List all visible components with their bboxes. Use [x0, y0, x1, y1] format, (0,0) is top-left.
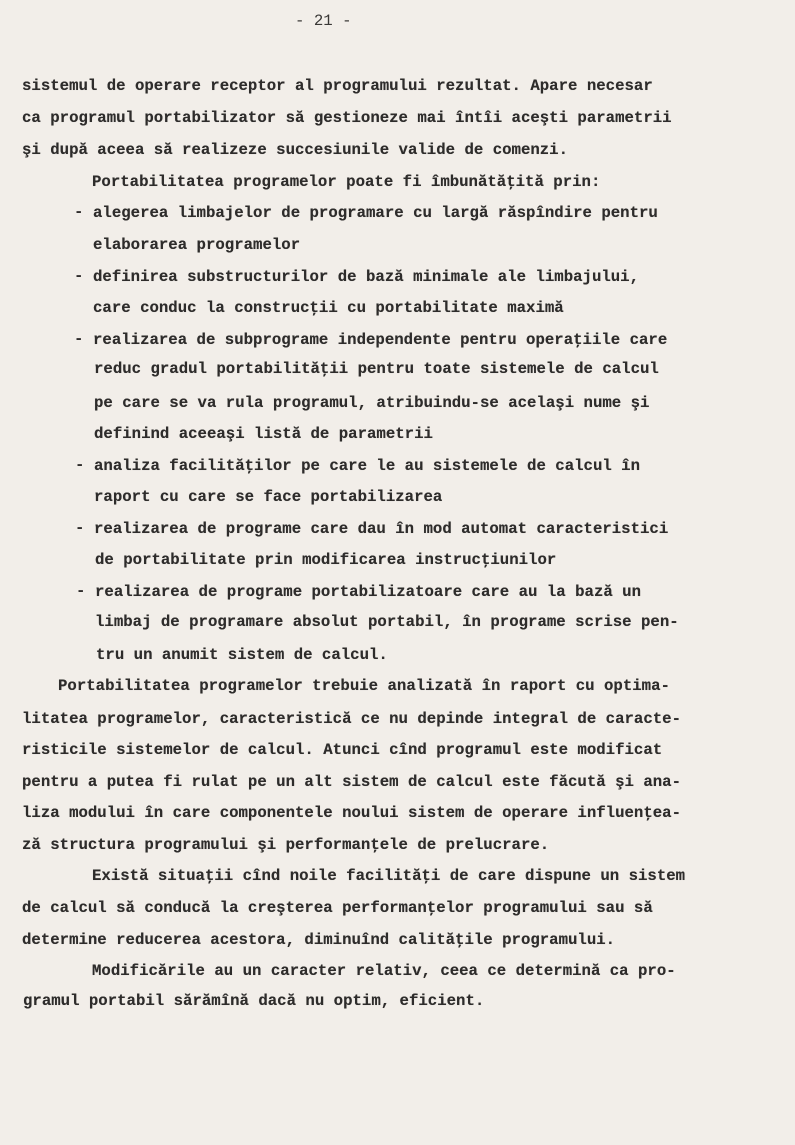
text-line: litatea programelor, caracteristică ce nu depinde integral de caracte- [22, 710, 681, 728]
text-line: raport cu care se face portabilizarea [94, 488, 443, 506]
bullet-dash: - [76, 582, 86, 600]
text-line: Există situaţii cînd noile facilităţi de care dispune un sistem [92, 867, 686, 885]
text-line: elaborarea programelor [93, 236, 301, 254]
text-line: Modificările au un caracter relativ, ceea ce determină ca pro- [92, 962, 676, 980]
text-line: determine reducerea acestora, diminuînd calităţile programului. [22, 931, 616, 949]
text-line: gramul portabil sărămînă dacă nu optim, eficient. [23, 992, 485, 1010]
page-number: - 21 - [295, 12, 352, 30]
text-line: risticile sistemelor de calcul. Atunci cînd programul este modificat [22, 741, 663, 759]
text-line: reduc gradul portabilităţii pentru toate sistemele de calcul [94, 360, 659, 378]
text-line: ca programul portabilizator să gestioneze mai întîi aceşti parametrii [22, 109, 672, 127]
text-line: Portabilitatea programelor poate fi îmbunătăţită prin: [92, 173, 601, 191]
text-line: de calcul să conducă la creşterea performanţelor programului sau să [22, 899, 653, 917]
bullet-item-line: definirea substructurilor de bază minimale ale limbajului, [93, 268, 640, 286]
bullet-item-line: analiza facilităţilor pe care le au sistemele de calcul în [94, 457, 641, 475]
text-line: definind aceeaşi listă de parametrii [94, 425, 433, 443]
text-line: liza modului în care componentele noului sistem de operare influenţea- [22, 804, 681, 822]
text-line: care conduc la construcţii cu portabilitate maximă [93, 299, 564, 317]
text-line: de portabilitate prin modificarea instrucţiunilor [95, 551, 557, 569]
bullet-dash: - [74, 330, 84, 348]
text-line: pentru a putea fi rulat pe un alt sistem de calcul este făcută şi ana- [22, 773, 681, 791]
bullet-dash: - [74, 267, 84, 285]
text-line: şi după aceea să realizeze succesiunile valide de comenzi. [22, 141, 569, 159]
bullet-dash: - [75, 456, 85, 474]
bullet-dash: - [74, 203, 84, 221]
text-line: Portabilitatea programelor trebuie analizată în raport cu optima- [58, 677, 670, 695]
bullet-item-line: realizarea de programe portabilizatoare care au la bază un [95, 583, 642, 601]
text-line: tru un anumit sistem de calcul. [96, 646, 388, 664]
bullet-item-line: realizarea de programe care dau în mod automat caracteristici [94, 520, 669, 538]
bullet-dash: - [75, 519, 85, 537]
bullet-item-line: alegerea limbajelor de programare cu largă răspîndire pentru [93, 204, 658, 222]
text-line: ză structura programului şi performanţele de prelucrare. [22, 836, 550, 854]
text-line: limbaj de programare absolut portabil, în programe scrise pen- [95, 613, 679, 631]
text-line: pe care se va rula programul, atribuindu-se acelaşi nume şi [94, 394, 650, 412]
bullet-item-line: realizarea de subprograme independente pentru operaţiile care [93, 331, 668, 349]
text-line: sistemul de operare receptor al programului rezultat. Apare necesar [22, 77, 653, 95]
